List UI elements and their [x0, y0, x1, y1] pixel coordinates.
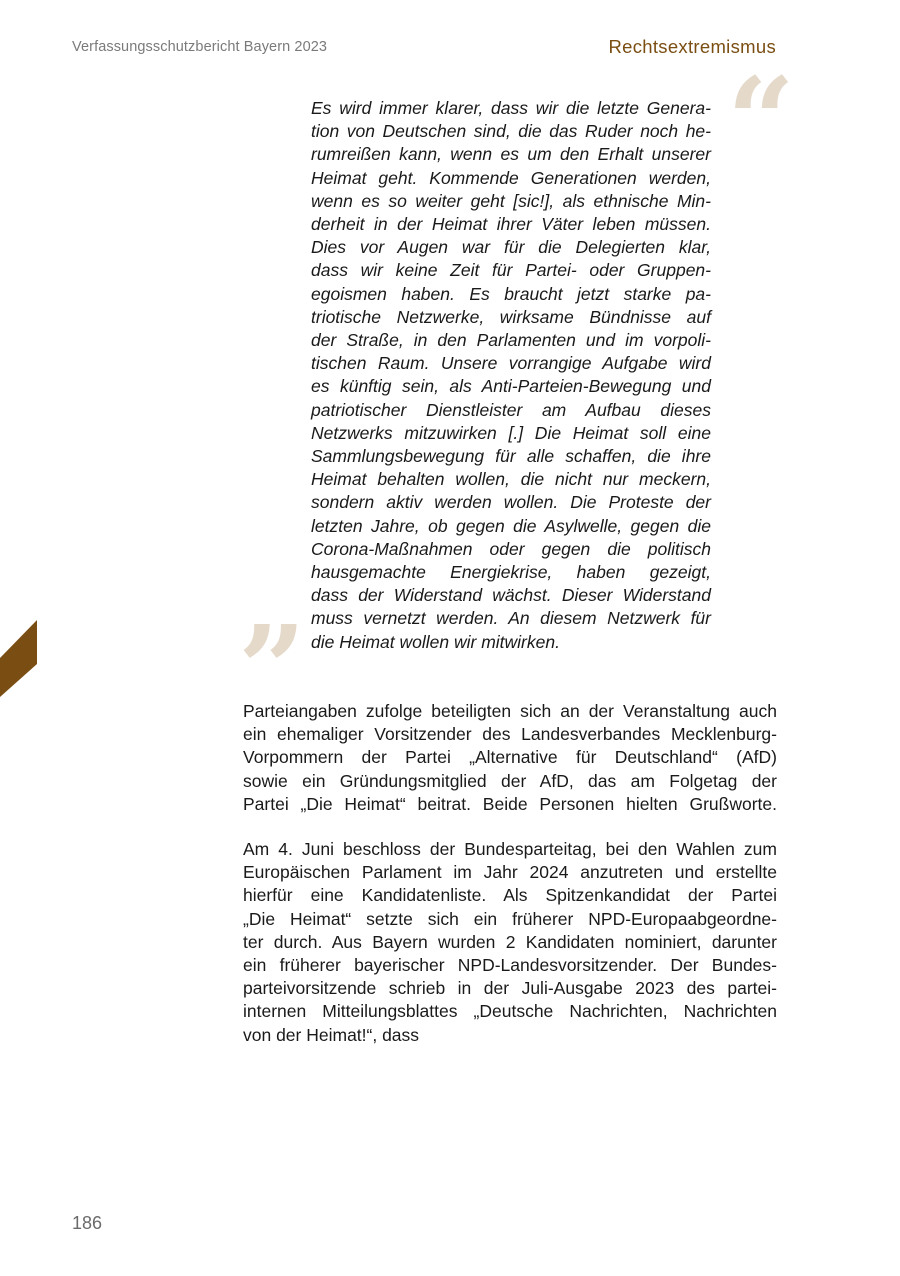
body-paragraph-1 — [243, 700, 777, 816]
quote-line: hausgemachte Energiekrise, haben gezeigt, — [311, 562, 711, 583]
quote-line: tischen Raum. Unsere vorrangige Aufgabe wird — [311, 353, 711, 374]
paragraph-line: Europäischen Parlament im Jahr 2024 anzutreten und erstellte — [243, 862, 777, 883]
paragraph-line: parteivorsitzende schrieb in der Juli-Ausgabe 2023 des partei- — [243, 978, 777, 999]
paragraph-line: „Die Heimat“ setzte sich ein früherer NPD-Europaabgeordne- — [243, 908, 777, 929]
paragraph-line: von der Heimat!“, dass — [243, 1024, 420, 1045]
paragraph-line: Parteiangaben zufolge beteiligten sich an der Veranstaltung auch — [243, 701, 777, 721]
body-paragraph-2 — [243, 838, 777, 1047]
quote-line: muss vernetzt werden. An diesem Netzwerk für — [311, 608, 711, 629]
closing-quote-mark: ” — [238, 599, 306, 738]
quote-line: Sammlungsbewegung für alle schaffen, die ihre — [311, 446, 711, 467]
running-header-title: Verfassungsschutzbericht Bayern 2023 — [72, 39, 328, 55]
paragraph-line: Am 4. Juni beschloss der Bundesparteitag, bei den Wahlen zum — [243, 839, 777, 859]
quote-line: tion von Deutschen sind, die das Ruder noch he- — [311, 121, 711, 142]
quote-line: rumreißen kann, wenn es um den Erhalt unserer — [311, 144, 711, 165]
quote-line: egoismen haben. Es braucht jetzt starke pa- — [311, 283, 711, 304]
paragraph-line: Partei „Die Heimat“ beitrat. Beide Personen hielten Grußworte. — [243, 793, 777, 814]
chapter-title: Rechtsextremismus — [608, 36, 776, 57]
page-number: 186 — [72, 1213, 103, 1233]
paragraph-line: Vorpommern der Partei „Alternative für Deutschland“ (AfD) — [243, 747, 777, 768]
quote-line: dass der Widerstand wächst. Dieser Widerstand — [311, 585, 711, 606]
quote-line: wenn es so weiter geht [sic!], als ethnische Min- — [311, 190, 711, 211]
quote-line: triotische Netzwerke, wirksame Bündnisse auf — [311, 306, 711, 327]
quote-block — [311, 97, 711, 654]
paragraph-line: ter durch. Aus Bayern wurden 2 Kandidaten nominiert, darunter — [243, 931, 777, 952]
quote-line: letzten Jahre, ob gegen die Asylwelle, gegen die — [311, 515, 711, 536]
quote-line: der Straße, in den Parlamenten und im vorpoli- — [311, 330, 711, 351]
quote-line: Corona-Maßnahmen oder gegen die politisch — [311, 538, 711, 559]
paragraph-line: sowie ein Gründungsmitglied der AfD, das am Folgetag der — [243, 770, 777, 791]
quote-line: derheit in der Heimat ihrer Väter leben müssen. — [311, 214, 711, 235]
quote-line: patriotischer Dienstleister am Aufbau dieses — [311, 399, 711, 420]
quote-line: es künftig sein, als Anti-Parteien-Bewegung und — [311, 376, 711, 397]
quote-line: Dies vor Augen war für die Delegierten klar, — [311, 237, 711, 258]
chapter-side-tab — [0, 620, 37, 697]
opening-quote-mark: “ — [727, 51, 795, 190]
quote-line: Heimat geht. Kommende Generationen werden, — [311, 167, 711, 188]
quote-line: Netzwerks mitzuwirken [.] Die Heimat soll eine — [311, 422, 711, 443]
paragraph-line: ein ehemaliger Vorsitzender des Landesverbandes Mecklenburg- — [243, 724, 777, 745]
quote-line: Heimat behalten wollen, die nicht nur meckern, — [311, 469, 711, 490]
quote-line: die Heimat wollen wir mitwirken. — [311, 631, 560, 652]
paragraph-line: hierfür eine Kandidatenliste. Als Spitzenkandidat der Partei — [243, 885, 777, 906]
quote-line: dass wir keine Zeit für Partei- oder Gruppen- — [311, 260, 711, 281]
paragraph-line: ein früherer bayerischer NPD-Landesvorsitzender. Der Bundes- — [243, 955, 777, 976]
quote-line: Es wird immer klarer, dass wir die letzte Genera- — [311, 98, 711, 118]
quote-line: sondern aktiv werden wollen. Die Proteste der — [311, 492, 711, 513]
paragraph-line: internen Mitteilungsblattes „Deutsche Nachrichten, Nachrichten — [243, 1001, 777, 1022]
